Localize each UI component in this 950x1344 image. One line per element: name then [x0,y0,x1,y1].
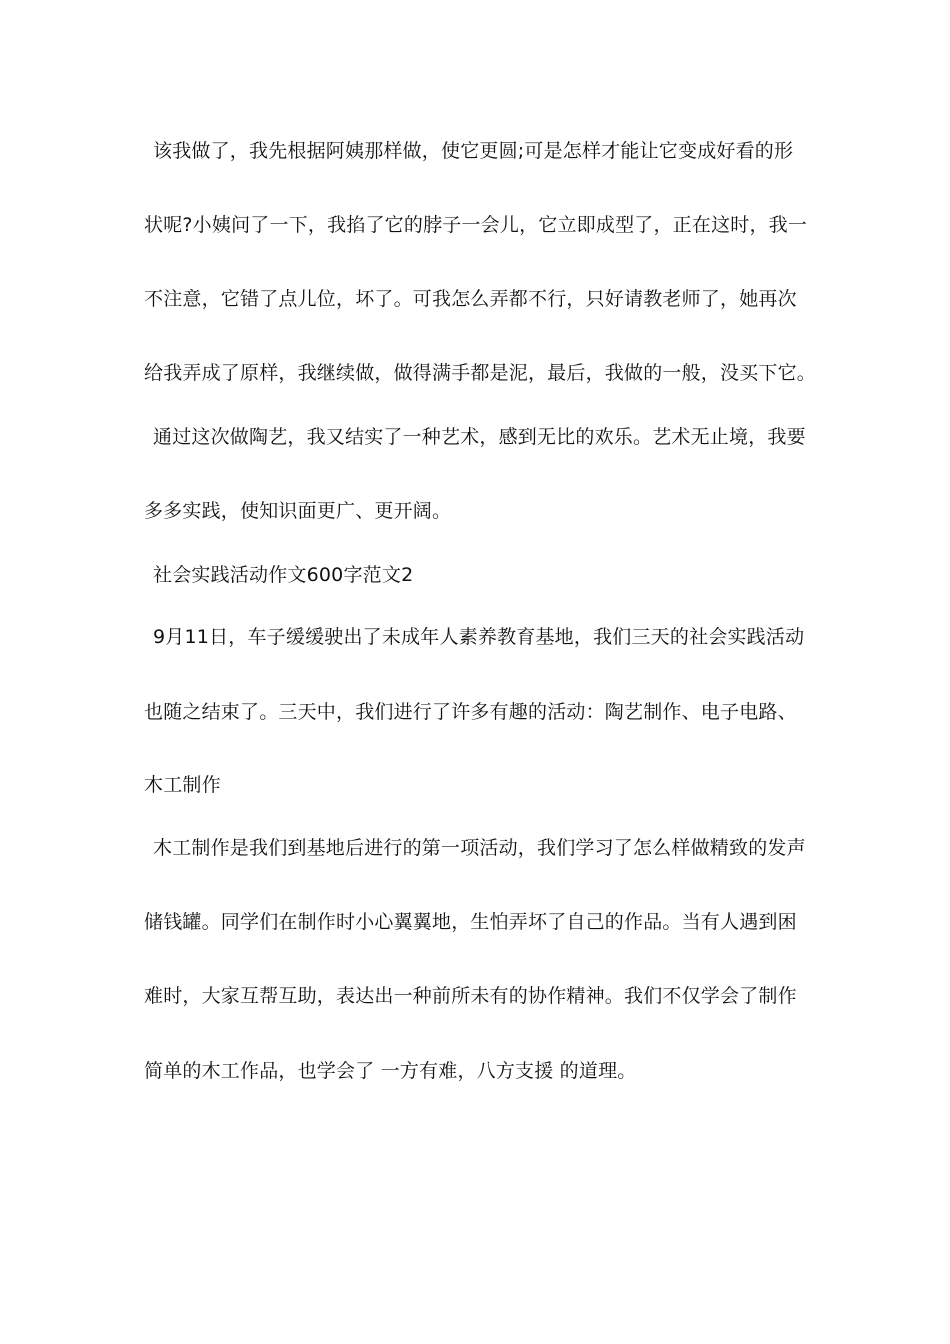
paragraph-2-line-2: 多多实践，使知识面更广、更开阔。 [144,500,452,522]
paragraph-4-line-4: 简单的木工作品，也学会了 一方有难，八方支援 的道理。 [144,1060,637,1082]
paragraph-3-line-1: 9月11日，车子缓缓驶出了未成年人素养教育基地，我们三天的社会实践活动 [153,626,805,648]
paragraph-4-line-1: 木工制作是我们到基地后进行的第一项活动，我们学习了怎么样做精致的发声 [153,837,806,859]
paragraph-4-line-2: 储钱罐。同学们在制作时小心翼翼地，生怕弄坏了自己的作品。当有人遇到困 [144,911,797,933]
paragraph-3-line-2: 也随之结束了。三天中，我们进行了许多有趣的活动：陶艺制作、电子电路、 [144,701,797,723]
paragraph-4-line-3: 难时，大家互帮互助，表达出一种前所未有的协作精神。我们不仅学会了制作 [144,985,797,1007]
section-heading: 社会实践活动作文600字范文2 [153,564,414,586]
paragraph-1-line-4: 给我弄成了原样，我继续做，做得满手都是泥，最后，我做的一般，没买下它。 [144,362,817,384]
paragraph-1-line-3: 不注意，它错了点儿位，坏了。可我怎么弄都不行，只好请教老师了，她再次 [144,288,797,310]
paragraph-2-line-1: 通过这次做陶艺，我又结实了一种艺术，感到无比的欢乐。艺术无止境，我要 [153,426,806,448]
subheading-woodwork: 木工制作 [144,774,221,796]
paragraph-1-line-1: 该我做了，我先根据阿姨那样做，使它更圆;可是怎样才能让它变成好看的形 [153,140,794,162]
paragraph-1-line-2: 状呢?小姨问了一下，我掐了它的脖子一会儿，它立即成型了，正在这时，我一 [144,214,808,236]
